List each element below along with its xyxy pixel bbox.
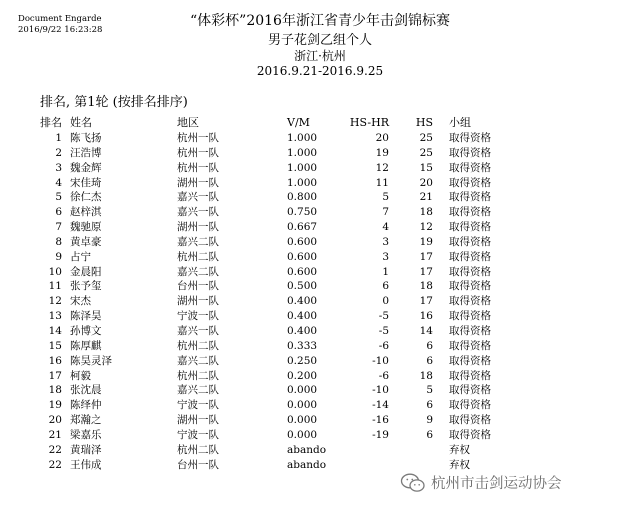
table-row [28, 176, 509, 191]
cell-hshr: 1 [382, 265, 389, 278]
cell-name: 陈飞扬 [70, 132, 102, 144]
cell-vm: 0.250 [287, 354, 318, 367]
table-row [28, 383, 509, 398]
cell-rank: 10 [48, 265, 62, 278]
cell-hs: 17 [419, 265, 433, 278]
cell-region: 湖州一队 [177, 414, 219, 427]
cell-name: 魏金辉 [70, 161, 102, 174]
table-row [28, 161, 509, 176]
table-row [28, 443, 509, 458]
timestamp: 2016/9/22 16:23:28 [18, 25, 103, 35]
cell-rank: 22 [48, 458, 62, 471]
table-row [28, 265, 509, 280]
cell-hs: 25 [419, 132, 433, 144]
cell-vm: abando [287, 458, 327, 471]
cell-group: 弃权 [449, 443, 470, 456]
cell-region: 嘉兴一队 [177, 191, 219, 204]
cell-vm: 0.000 [287, 414, 318, 427]
cell-region: 杭州二队 [177, 250, 219, 263]
header-vm: V/M [287, 116, 310, 129]
cell-rank: 8 [55, 235, 62, 248]
cell-region: 嘉兴二队 [177, 384, 219, 397]
cell-hshr: 19 [375, 146, 389, 159]
cell-vm: 1.000 [287, 176, 318, 189]
cell-name: 占宁 [70, 250, 91, 263]
header-rank: 排名 [40, 116, 62, 129]
cell-group: 取得资格 [449, 146, 491, 159]
event-location: 浙江·杭州 [294, 49, 346, 63]
table-row [28, 146, 509, 161]
cell-name: 黄瑞泽 [70, 443, 102, 456]
table-row [28, 250, 509, 265]
cell-region: 杭州一队 [177, 132, 219, 144]
cell-hshr: -5 [378, 310, 389, 323]
cell-name: 金晨阳 [70, 265, 102, 278]
cell-region: 台州一队 [177, 458, 219, 471]
cell-hshr: -16 [372, 414, 389, 427]
cell-vm: 0.333 [287, 339, 318, 352]
cell-hshr: 5 [382, 191, 389, 204]
cell-hshr: -19 [372, 428, 389, 441]
cell-name: 郑瀚之 [70, 414, 102, 427]
cell-hs: 18 [419, 369, 433, 382]
cell-hshr: 0 [382, 295, 389, 308]
cell-region: 宁波一队 [177, 310, 219, 323]
cell-group: 取得资格 [449, 265, 491, 278]
cell-rank: 13 [48, 310, 62, 323]
cell-vm: 1.000 [287, 132, 318, 144]
cell-vm: 0.200 [287, 369, 318, 382]
cell-name: 张予玺 [70, 280, 102, 293]
cell-hshr: 20 [375, 132, 389, 144]
cell-hs: 14 [419, 324, 433, 337]
cell-rank: 17 [48, 369, 62, 382]
cell-name: 陈厚麒 [70, 339, 102, 352]
cell-region: 杭州二队 [177, 443, 219, 456]
cell-rank: 15 [48, 339, 62, 352]
cell-rank: 4 [55, 176, 62, 189]
cell-hshr: 12 [375, 161, 389, 174]
header-hshr: HS-HR [349, 116, 389, 129]
cell-vm: 1.000 [287, 146, 318, 159]
cell-name: 宋佳琦 [70, 176, 102, 189]
cell-vm: 0.500 [287, 280, 318, 293]
cell-rank: 18 [48, 384, 62, 397]
cell-hshr: 4 [382, 221, 389, 234]
table-row [28, 279, 509, 294]
cell-name: 宋杰 [70, 295, 91, 308]
cell-group: 取得资格 [449, 235, 491, 248]
cell-region: 杭州二队 [177, 369, 219, 382]
cell-hs: 6 [426, 399, 433, 412]
cell-hshr: -14 [372, 399, 389, 412]
cell-vm: 0.000 [287, 399, 318, 412]
cell-rank: 20 [48, 414, 62, 427]
app-name: Document Engarde [18, 14, 102, 24]
table-header-row [28, 114, 509, 131]
cell-group: 取得资格 [449, 250, 491, 263]
watermark-text: 杭州市击剑运动协会 [431, 476, 562, 492]
cell-hshr: 6 [382, 280, 389, 293]
cell-group: 取得资格 [449, 132, 491, 144]
table-row [28, 428, 509, 443]
cell-rank: 11 [48, 280, 62, 293]
cell-name: 徐仁杰 [70, 191, 102, 204]
header-region: 地区 [177, 116, 199, 129]
cell-name: 汪浩博 [70, 146, 102, 159]
cell-hs: 20 [419, 176, 433, 189]
cell-region: 宁波一队 [177, 399, 219, 412]
cell-hs: 12 [419, 221, 433, 234]
cell-region: 杭州一队 [177, 161, 219, 174]
cell-group: 取得资格 [449, 295, 491, 308]
header-group: 小组 [449, 116, 471, 129]
cell-name: 陈昊灵泽 [70, 354, 112, 367]
cell-region: 嘉兴二队 [177, 235, 219, 248]
cell-hs: 19 [419, 235, 433, 248]
cell-hs [389, 458, 439, 473]
cell-name: 柯毅 [70, 369, 91, 382]
cell-hs: 17 [419, 250, 433, 263]
cell-hshr [327, 458, 389, 473]
cell-vm: 0.600 [287, 250, 318, 263]
cell-group: 取得资格 [449, 324, 491, 337]
cell-vm: 0.600 [287, 265, 318, 278]
cell-rank: 14 [48, 324, 62, 337]
cell-hs: 18 [419, 280, 433, 293]
cell-region: 嘉兴二队 [177, 265, 219, 278]
cell-group: 取得资格 [449, 414, 491, 427]
cell-name: 张沈晨 [70, 384, 102, 397]
cell-hshr: 7 [382, 206, 389, 219]
cell-region: 嘉兴二队 [177, 354, 219, 367]
cell-hs: 21 [419, 191, 433, 204]
table-row [28, 458, 509, 473]
cell-hshr: -10 [372, 384, 389, 397]
cell-vm: 0.600 [287, 235, 318, 248]
cell-rank: 5 [55, 191, 62, 204]
event-title: “体彩杯”2016年浙江省青少年击剑锦标赛 [190, 13, 450, 29]
header-name: 姓名 [70, 116, 92, 129]
cell-region: 湖州一队 [177, 295, 219, 308]
cell-hs: 16 [419, 310, 433, 323]
table-row [28, 294, 509, 309]
cell-group: 弃权 [449, 458, 470, 471]
cell-region: 宁波一队 [177, 428, 219, 441]
table-row [28, 220, 509, 235]
cell-region: 湖州一队 [177, 221, 219, 234]
cell-group: 取得资格 [449, 384, 491, 397]
cell-name: 赵梓淇 [70, 206, 102, 219]
cell-name: 梁嘉乐 [70, 428, 102, 441]
cell-region: 嘉兴一队 [177, 206, 219, 219]
cell-rank: 7 [55, 221, 62, 234]
table-row [28, 369, 509, 384]
event-subtitle: 男子花剑乙组个人 [267, 33, 372, 48]
cell-hshr: -5 [378, 324, 389, 337]
cell-group: 取得资格 [449, 354, 491, 367]
cell-rank: 6 [55, 206, 62, 219]
cell-hs: 6 [426, 339, 433, 352]
cell-hs: 15 [419, 161, 433, 174]
cell-vm: 0.400 [287, 310, 318, 323]
table-row [28, 131, 509, 146]
cell-hshr: -10 [372, 354, 389, 367]
cell-rank: 12 [48, 295, 62, 308]
cell-group: 取得资格 [449, 221, 491, 234]
table-row [28, 235, 509, 250]
cell-name: 魏驰原 [70, 221, 102, 234]
table-row [28, 309, 509, 324]
cell-hs: 6 [426, 428, 433, 441]
table-row [28, 354, 509, 369]
cell-name: 陈泽昊 [70, 310, 102, 323]
cell-vm: 1.000 [287, 161, 318, 174]
cell-group: 取得资格 [449, 339, 491, 352]
cell-rank: 19 [48, 399, 62, 412]
cell-vm: 0.800 [287, 191, 318, 204]
cell-vm: 0.400 [287, 295, 318, 308]
cell-rank: 2 [55, 146, 62, 159]
cell-hs [389, 443, 439, 458]
cell-region: 台州一队 [177, 280, 219, 293]
ranking-table [28, 114, 509, 472]
cell-group: 取得资格 [449, 280, 491, 293]
cell-group: 取得资格 [449, 206, 491, 219]
table-row [28, 413, 509, 428]
cell-hs: 6 [426, 354, 433, 367]
cell-hshr: 3 [382, 235, 389, 248]
cell-rank: 16 [48, 354, 62, 367]
cell-hshr: -6 [378, 339, 389, 352]
cell-rank: 1 [55, 132, 62, 144]
cell-hshr: -6 [378, 369, 389, 382]
cell-hs: 9 [426, 414, 433, 427]
cell-rank: 21 [48, 428, 62, 441]
wechat-icon [400, 473, 426, 493]
round-title: 排名, 第1轮 (按排名排序) [40, 95, 188, 110]
cell-hshr: 3 [382, 250, 389, 263]
cell-hshr: 11 [375, 176, 389, 189]
cell-region: 杭州二队 [177, 339, 219, 352]
cell-rank: 22 [48, 443, 62, 456]
cell-hshr [327, 443, 389, 458]
cell-group: 取得资格 [449, 428, 491, 441]
cell-rank: 3 [55, 161, 62, 174]
cell-group: 取得资格 [449, 369, 491, 382]
cell-vm: abando [287, 443, 327, 456]
event-dates: 2016.9.21-2016.9.25 [256, 64, 384, 78]
cell-region: 湖州一队 [177, 176, 219, 189]
cell-region: 杭州一队 [177, 146, 219, 159]
cell-vm: 0.750 [287, 206, 318, 219]
cell-hs: 17 [419, 295, 433, 308]
table-row [28, 339, 509, 354]
table-row [28, 205, 509, 220]
cell-hs: 5 [426, 384, 433, 397]
cell-vm: 0.667 [287, 221, 318, 234]
cell-group: 取得资格 [449, 191, 491, 204]
cell-rank: 9 [55, 250, 62, 263]
cell-name: 王伟成 [70, 458, 102, 471]
cell-group: 取得资格 [449, 310, 491, 323]
cell-vm: 0.000 [287, 428, 318, 441]
cell-vm: 0.400 [287, 324, 318, 337]
cell-group: 取得资格 [449, 161, 491, 174]
cell-group: 取得资格 [449, 176, 491, 189]
table-row [28, 190, 509, 205]
table-row [28, 398, 509, 413]
cell-region: 嘉兴一队 [177, 324, 219, 337]
cell-hs: 25 [419, 146, 433, 159]
watermark [400, 472, 562, 493]
cell-group: 取得资格 [449, 399, 491, 412]
table-row [28, 324, 509, 339]
cell-name: 黄卓豪 [70, 235, 102, 248]
header-hs: HS [415, 116, 433, 129]
cell-name: 陈绎仲 [70, 399, 102, 412]
cell-name: 孙博文 [70, 324, 102, 337]
cell-hs: 18 [419, 206, 433, 219]
cell-vm: 0.000 [287, 384, 318, 397]
